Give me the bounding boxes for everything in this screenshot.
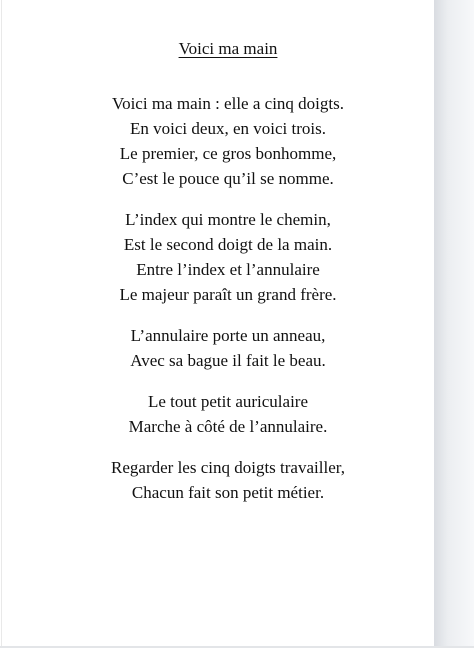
poem-line: Le majeur paraît un grand frère. — [119, 285, 337, 304]
poem-line: Regarder les cinq doigts travailler, — [111, 458, 345, 477]
poem-line: Le tout petit auriculaire — [147, 392, 308, 411]
poem-title: Voici ma main — [178, 39, 278, 58]
stanza-5 — [0, 455, 456, 505]
poem-line: Voici ma main : elle a cinq doigts. — [112, 94, 344, 113]
poem-line: Avec sa bague il fait le beau. — [130, 351, 326, 370]
poem-line: Chacun fait son petit métier. — [131, 483, 325, 502]
stanza-2 — [0, 207, 456, 307]
poem-line: C’est le pouce qu’il se nomme. — [122, 169, 334, 188]
poem-line: En voici deux, en voici trois. — [130, 119, 326, 138]
poem-line: L’annulaire porte un anneau, — [130, 326, 326, 345]
stanza-3 — [0, 323, 456, 373]
poem-line: Entre l’index et l’annulaire — [136, 260, 320, 279]
poem-line: Marche à côté de l’annulaire. — [128, 417, 328, 436]
poem-line: Le premier, ce gros bonhomme, — [119, 144, 337, 163]
poem-line: L’index qui montre le chemin, — [125, 210, 331, 229]
stanza-1 — [0, 91, 456, 191]
poem-line: Est le second doigt de la main. — [123, 235, 333, 254]
stanza-4 — [0, 389, 456, 439]
poem — [0, 38, 456, 521]
